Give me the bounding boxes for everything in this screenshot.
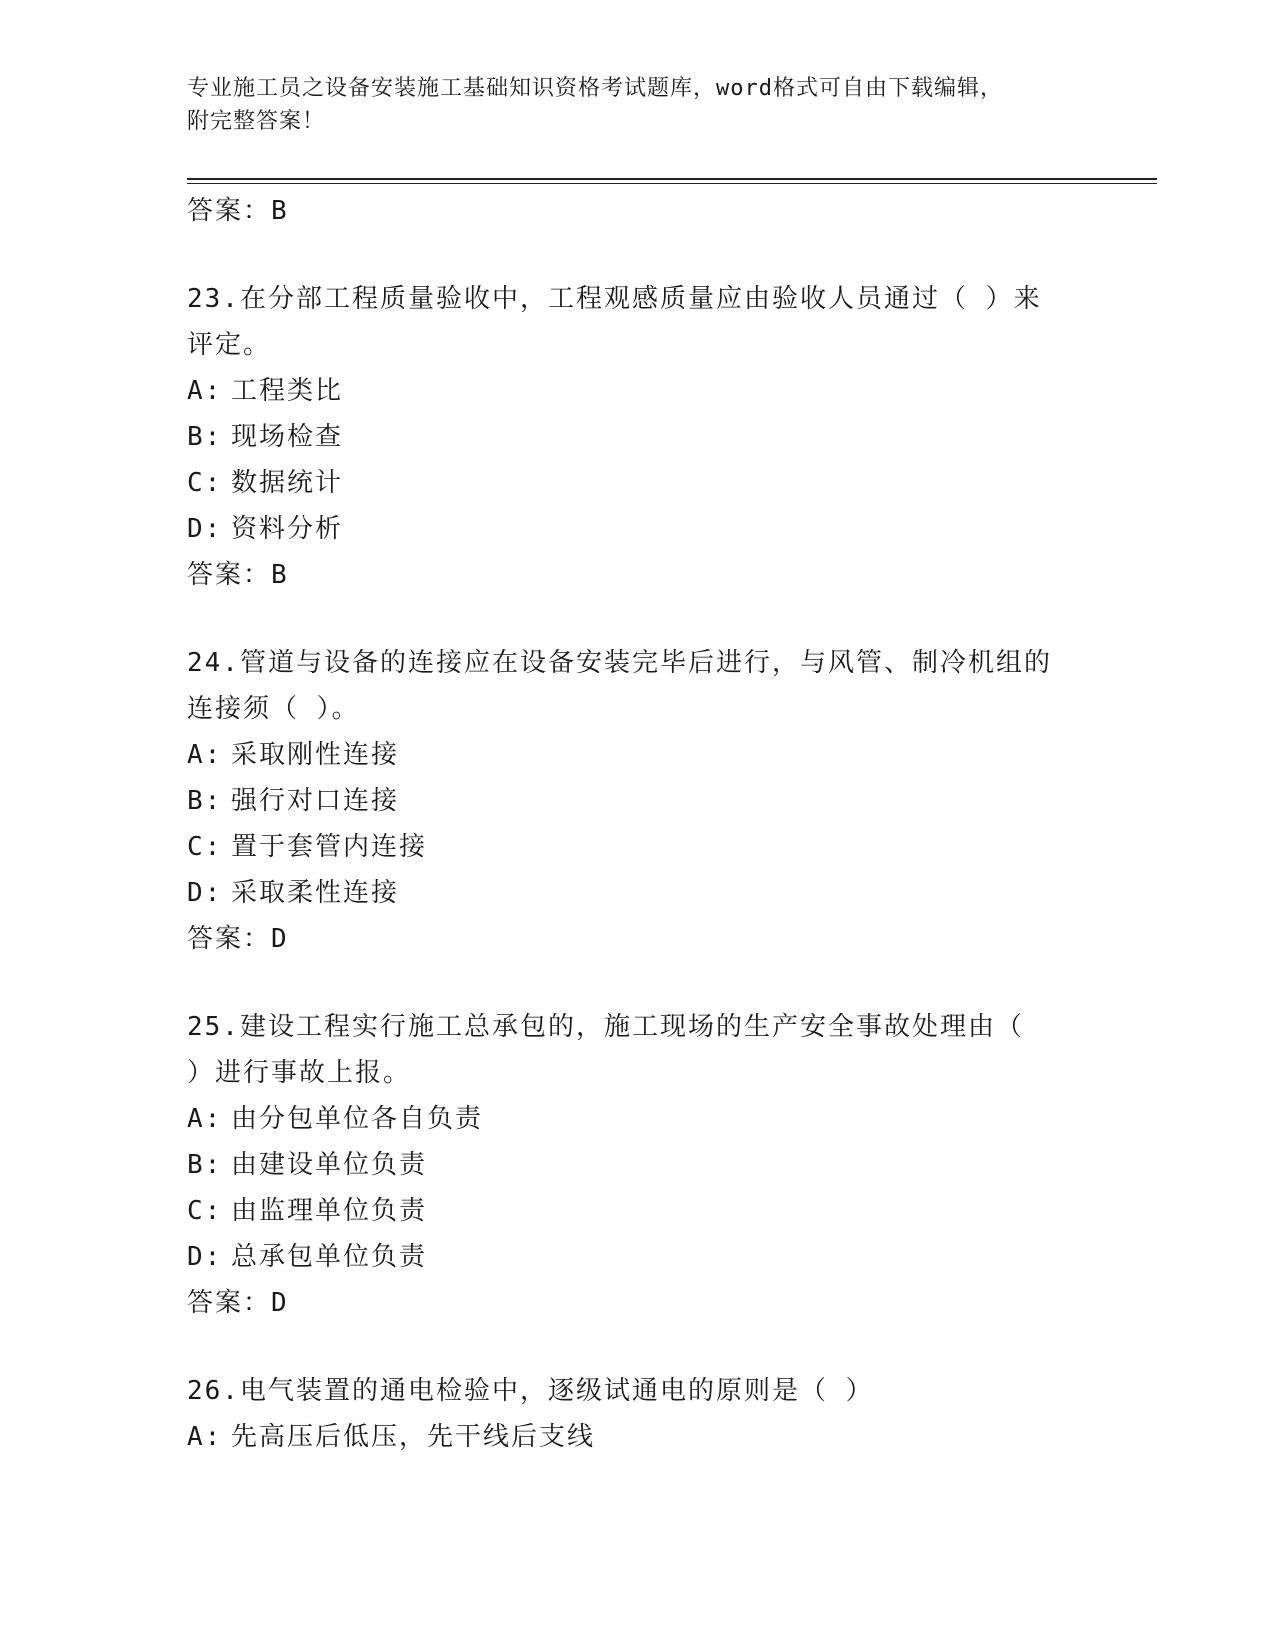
question-block [187, 640, 1087, 962]
option-text: 由建设单位负责 [231, 1150, 428, 1180]
header-rule-thin [187, 183, 1157, 184]
option-letter: C: [187, 468, 223, 498]
option-letter: A: [187, 740, 223, 770]
option-text: 数据统计 [231, 468, 344, 498]
question-stem: 24.管道与设备的连接应在设备安装完毕后进行，与风管、制冷机组的 [187, 648, 1052, 678]
question-list [187, 188, 1087, 1460]
question-block [187, 1368, 1087, 1460]
option-letter: B: [187, 1150, 223, 1180]
option-c [187, 460, 1087, 506]
option-letter: A: [187, 1104, 223, 1134]
document-header [187, 72, 1067, 138]
option-letter: B: [187, 422, 223, 452]
option-letter: C: [187, 1196, 223, 1226]
option-text: 采取刚性连接 [231, 740, 400, 770]
option-letter: A: [187, 376, 223, 406]
question-stem: 23.在分部工程质量验收中，工程观感质量应由验收人员通过（ ）来 [187, 284, 1042, 314]
option-text: 工程类比 [231, 376, 344, 406]
option-d [187, 506, 1087, 552]
option-text: 现场检查 [231, 422, 344, 452]
answer-line: 答案：D [187, 1288, 289, 1318]
header-line-1: 专业施工员之设备安装施工基础知识资格考试题库，word格式可自由下载编辑， [187, 76, 1003, 101]
option-letter: B: [187, 786, 223, 816]
question-stem-continued: 连接须（ ）。 [187, 694, 360, 724]
option-b [187, 414, 1087, 460]
question-stem-continued: 评定。 [187, 330, 272, 360]
option-text: 置于套管内连接 [231, 832, 428, 862]
header-rule-thick [187, 178, 1157, 180]
option-text: 资料分析 [231, 514, 344, 544]
option-text: 由监理单位负责 [231, 1196, 428, 1226]
answer-line: 答案：B [187, 196, 289, 226]
option-letter: D: [187, 514, 223, 544]
option-text: 先高压后低压，先干线后支线 [231, 1422, 596, 1452]
header-line-2: 附完整答案！ [187, 109, 326, 134]
option-a [187, 732, 1087, 778]
option-b [187, 778, 1087, 824]
option-letter: C: [187, 832, 223, 862]
question-stem-continued: ）进行事故上报。 [187, 1058, 412, 1088]
option-text: 采取柔性连接 [231, 878, 400, 908]
option-text: 强行对口连接 [231, 786, 400, 816]
option-letter: D: [187, 878, 223, 908]
option-letter: D: [187, 1242, 223, 1272]
answer-line: 答案：B [187, 560, 289, 590]
option-c [187, 1188, 1087, 1234]
option-a [187, 1096, 1087, 1142]
option-letter: A: [187, 1422, 223, 1452]
option-a [187, 1414, 1087, 1460]
option-a [187, 368, 1087, 414]
option-text: 总承包单位负责 [231, 1242, 428, 1272]
option-c [187, 824, 1087, 870]
option-d [187, 1234, 1087, 1280]
option-b [187, 1142, 1087, 1188]
question-stem: 25.建设工程实行施工总承包的，施工现场的生产安全事故处理由（ [187, 1012, 1024, 1042]
question-stem: 26.电气装置的通电检验中，逐级试通电的原则是（ ） [187, 1376, 874, 1406]
answer-line: 答案：D [187, 924, 289, 954]
option-text: 由分包单位各自负责 [231, 1104, 484, 1134]
question-block [187, 276, 1087, 598]
question-block [187, 1004, 1087, 1326]
option-d [187, 870, 1087, 916]
